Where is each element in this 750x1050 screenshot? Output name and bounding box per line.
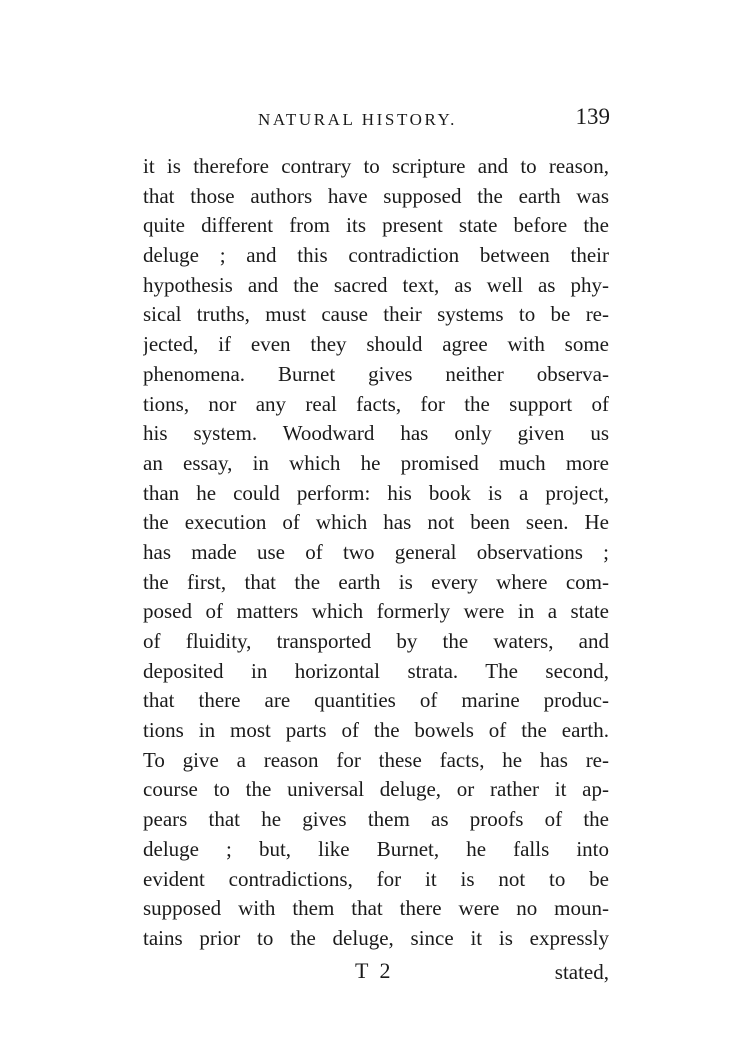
text-line: course to the universal deluge, or rather it ap-	[143, 777, 609, 802]
text-line: the first, that the earth is every where com-	[143, 569, 609, 594]
text-line: his system. Woodward has only given us	[143, 421, 609, 446]
body-text	[143, 152, 609, 954]
text-line: jected, if even they should agree with some	[143, 332, 609, 357]
text-line: phenomena. Burnet gives neither observa-	[143, 361, 609, 386]
text-line: posed of matters which formerly were in a state	[143, 599, 609, 624]
page-header	[150, 104, 610, 138]
text-line: that there are quantities of marine produc-	[143, 688, 609, 713]
text-line: has made use of two general observations ;	[143, 539, 609, 564]
signature-mark: T 2	[355, 958, 394, 983]
text-line: deluge ; and this contradiction between their	[143, 243, 609, 268]
text-line: evident contradictions, for it is not to be	[143, 866, 609, 891]
text-line: hypothesis and the sacred text, as well as phy-	[143, 272, 609, 297]
catchword: stated,	[554, 960, 609, 984]
text-line: deposited in horizontal strata. The second,	[143, 658, 609, 683]
text-line: of fluidity, transported by the waters, and	[143, 629, 609, 653]
text-line: pears that he gives them as proofs of the	[143, 807, 609, 832]
text-line: quite different from its present state before the	[143, 213, 609, 238]
text-line: that those authors have supposed the earth was	[143, 183, 609, 208]
text-line: tions, nor any real facts, for the support of	[143, 391, 609, 416]
text-line: supposed with them that there were no moun-	[143, 896, 609, 921]
running-head: NATURAL HISTORY.	[258, 110, 458, 129]
text-line: tions in most parts of the bowels of the earth.	[143, 718, 609, 743]
page-number: 139	[575, 104, 610, 129]
text-line: the execution of which has not been seen. He	[143, 510, 609, 535]
text-line: deluge ; but, like Burnet, he falls into	[143, 836, 609, 861]
text-line: it is therefore contrary to scripture and to reason,	[143, 154, 609, 178]
text-line: an essay, in which he promised much more	[143, 450, 609, 475]
text-line: tains prior to the deluge, since it is expressly	[143, 925, 609, 950]
text-line: To give a reason for these facts, he has re-	[143, 747, 609, 772]
page-footer	[143, 958, 609, 988]
text-line: than he could perform: his book is a project,	[143, 480, 609, 505]
text-line: sical truths, must cause their systems to be re-	[143, 302, 609, 327]
